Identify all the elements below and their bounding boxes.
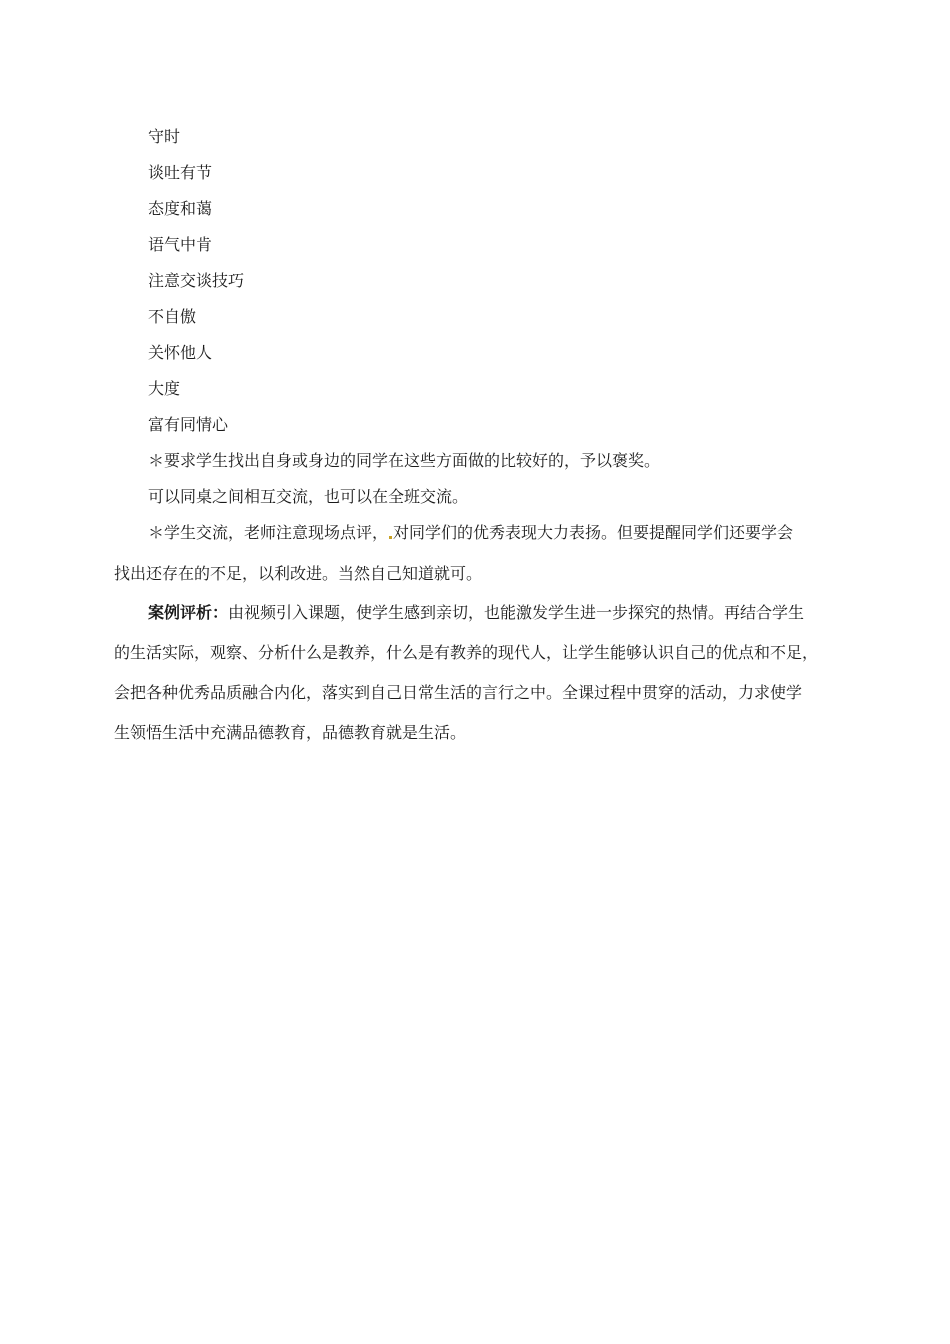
list-item: 语气中肯 [148, 235, 213, 254]
analysis-heading: 案例评析： [148, 603, 229, 622]
list-item: 大度 [148, 379, 181, 398]
analysis-line: 生领悟生活中充满品德教育，品德教育就是生活。 [114, 723, 467, 742]
instruction-text: ＊学生交流，老师注意现场点评， [148, 523, 389, 542]
list-item: 守时 [148, 127, 181, 146]
analysis-line: 会把各种优秀品质融合内化，落实到自己日常生活的言行之中。全课过程中贯穿的活动，力求使学 [114, 683, 803, 702]
list-item: 注意交谈技巧 [148, 271, 245, 290]
analysis-line [148, 603, 804, 623]
instruction-line: ＊要求学生找出自身或身边的同学在这些方面做的比较好的，予以褒奖。 [148, 451, 661, 470]
analysis-line: 的生活实际，观察、分析什么是教养，什么是有教养的现代人，让学生能够认识自己的优点和不足， [114, 643, 819, 662]
instruction-text: 对同学们的优秀表现大力表扬。但要提醒同学们还要学会 [393, 523, 794, 542]
list-item: 富有同情心 [148, 415, 229, 434]
instruction-line: 找出还存在的不足，以利改进。当然自己知道就可。 [114, 564, 483, 583]
list-item: 态度和蔼 [148, 199, 213, 218]
analysis-text: 由视频引入课题，使学生感到亲切，也能激发学生进一步探究的热情。再结合学生 [228, 603, 805, 622]
list-item: 谈吐有节 [148, 163, 213, 182]
list-item: 不自傲 [148, 307, 197, 326]
instruction-line: 可以同桌之间相互交流，也可以在全班交流。 [148, 487, 469, 506]
list-item: 关怀他人 [148, 343, 213, 362]
edit-mark-icon [389, 536, 392, 539]
instruction-line [148, 523, 793, 543]
